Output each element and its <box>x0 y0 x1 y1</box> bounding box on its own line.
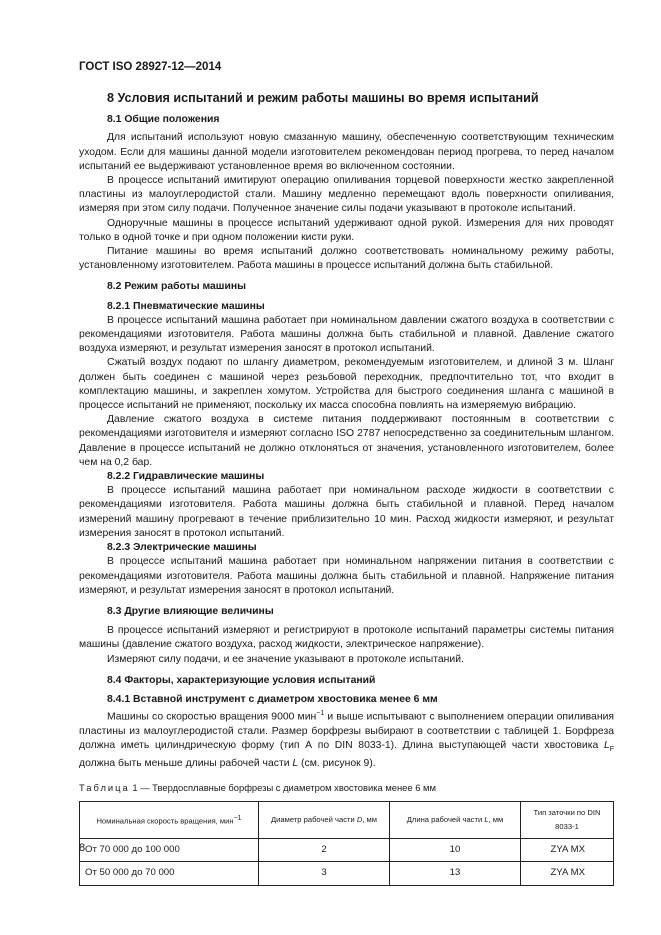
cell-type: ZYA MX <box>521 862 614 885</box>
cell-speed: От 70 000 до 100 000 <box>80 839 259 862</box>
paragraph: Питание машины во время испытаний должно соответствовать номинальному режиму работы, установленному изготовителем. Работа машины в процессе испытаний должна быть стабильной. <box>79 246 614 272</box>
cell-diameter: 2 <box>259 839 390 862</box>
cell-type: ZYA MX <box>521 839 614 862</box>
section-title: 8 Условия испытаний и режим работы машины во время испытаний <box>107 91 539 105</box>
paragraph: Одноручные машины в процессе испытаний удерживают одной рукой. Измерения для них проводят только в одной точке и при одном положении кисти руки. <box>79 217 614 243</box>
column-header-type: Тип заточки по DIN 8033-1 <box>521 801 614 838</box>
cell-length: 10 <box>390 839 521 862</box>
paragraph: В процессе испытаний измеряют и регистрируют в протоколе испытаний параметры системы питания машины (давление сжатого воздуха, расход жидкости, электрическое напряжение). <box>79 625 614 651</box>
paragraph: В процессе испытаний имитируют операцию опиливания торцевой поверхности жестко закрепленной пластины из малоуглеродистой стали. Машину медленно перемещают вдоль поверхности опиливания, измеряя при этом силу подачи. Полученное значение силы подачи указывают в протоколе испытаний. <box>79 175 614 215</box>
subsection-8-4-1-title: 8.4.1 Вставной инструмент с диаметром хвостовика менее 6 мм <box>107 693 438 705</box>
table-caption: Таблица 1 — Твердосплавные борфрезы с диаметром хвостовика менее 6 мм <box>79 782 436 794</box>
table-row <box>80 839 614 862</box>
cell-length: 13 <box>390 862 521 885</box>
bur-table <box>79 801 614 886</box>
cell-diameter: 3 <box>259 862 390 885</box>
cell-speed: От 50 000 до 70 000 <box>80 862 259 885</box>
paragraph: В процессе испытаний машина работает при номинальном расходе жидкости в соответствии с рекомендациями изготовителя. Работа машины должна быть стабильной и плавной. Перед началом измерений машину прогревают в течение приблизительно 10 мин. Расход жидкости измеряют, и результат измерения заносят в протокол испытаний. <box>79 485 614 539</box>
paragraph: Машины со скоростью вращения 9000 мин$^{-1}$ и выше испытывают с выполнением операции опиливания пластины из малоуглеродистой стали. Размер борфрезы выбирают в соответствии с таблицей 1. Борфреза должна иметь цилиндрическую форму (тип А по DIN 8033-1). Длина выступающей части хвостовика $L_F$ должна быть меньше длины рабочей части L (см. рисунок 9). <box>79 710 614 770</box>
page-number: 8 <box>79 842 86 854</box>
paragraph: Давление сжатого воздуха в системе питания поддерживают постоянным в соответствии с рекомендациями изготовителя и измеряют согласно ISO 2787 непосредственно за соединительным шлангом. Давление в процессе испытаний не должно отклоняться от значения, установленного изготовителем, более чем на 0,2 бар. <box>79 414 614 468</box>
paragraph: В процессе испытаний машина работает при номинальном напряжении питания в соответствии с рекомендациями изготовителя. Работа машины должна быть стабильной и плавной. Напряжение питания измеряют, и результат измерения заносят в протокол испытаний. <box>79 556 614 596</box>
subsection-8-2-3-title: 8.2.3 Электрические машины <box>107 542 257 554</box>
column-header-length: Длина рабочей части L, мм <box>390 801 521 838</box>
column-header-speed: Номинальная скорость вращения, мин$^{-1}$ <box>80 801 259 838</box>
subsection-8-1-title: 8.1 Общие положения <box>107 114 220 126</box>
table-row <box>80 862 614 885</box>
subsection-8-3-title: 8.3 Другие влияющие величины <box>107 605 274 617</box>
subsection-8-4-title: 8.4 Факторы, характеризующие условия испытаний <box>107 674 376 686</box>
paragraph: Для испытаний используют новую смазанную машину, обеспеченную соответствующим техническим уходом. Если для машины данной модели изготовителем рекомендован период прогрева, то перед началом испытаний ее выдерживают установленное время во включенном состоянии. <box>79 132 614 172</box>
column-header-diameter: Диаметр рабочей части D, мм <box>259 801 390 838</box>
document-header: ГОСТ ISO 28927-12—2014 <box>79 61 222 73</box>
page-content <box>79 91 614 886</box>
subsection-8-2-title: 8.2 Режим работы машины <box>107 281 246 293</box>
paragraph: В процессе испытаний машина работает при номинальном давлении сжатого воздуха в соответствии с рекомендациями изготовителя. Работа машины должна быть стабильной и плавной. Давление сжатого воздуха измеряют, и результат измерения заносят в протокол испытаний. <box>79 314 614 355</box>
table-header-row <box>80 801 614 838</box>
subsection-8-2-2-title: 8.2.2 Гидравлические машины <box>107 471 265 483</box>
subsection-8-2-1-title: 8.2.1 Пневматические машины <box>107 300 265 312</box>
paragraph: Сжатый воздух подают по шлангу диаметром, рекомендуемым изготовителем, и длиной 3 м. Шланг должен быть соединен с машиной через резьбовой переходник, предпочтительно тот, что входит в комплектацию машины, и закреплен хомутом. Устройства для быстрого соединения шланга с машиной в процессе испытаний не применяют, поскольку их масса способна повлиять на измеряемую вибрацию. <box>79 357 614 412</box>
paragraph: Измеряют силу подачи, и ее значение указывают в протоколе испытаний. <box>107 653 464 665</box>
